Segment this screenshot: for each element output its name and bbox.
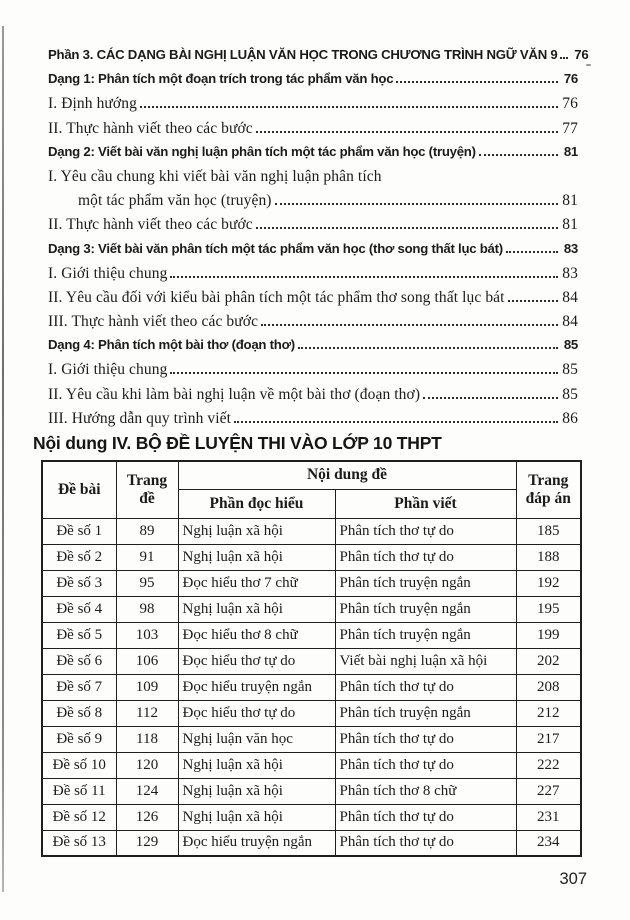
toc-entry-page: 84 [562, 288, 578, 306]
table-row [42, 700, 581, 726]
toc-entry [48, 386, 578, 410]
table-row [42, 752, 581, 778]
toc-dot-leader [506, 251, 558, 253]
cell-doc-hieu: Đọc hiểu truyện ngắn [178, 830, 335, 856]
cell-de-bai: Đề số 1 [42, 518, 116, 544]
cell-trang-dap-an: 199 [516, 622, 581, 648]
toc-entry-label: Dạng 1: Phân tích một đoạn trích trong tác phẩm văn học [48, 71, 394, 87]
table-row [42, 778, 581, 804]
cell-trang-dap-an: 185 [516, 518, 581, 544]
table-row [42, 648, 581, 674]
cell-de-bai: Đề số 3 [42, 570, 116, 596]
cell-viet: Phân tích truyện ngắn [335, 570, 516, 596]
cell-doc-hieu: Đọc hiểu thơ 8 chữ [178, 622, 335, 648]
table-row [42, 518, 581, 544]
toc-entry-page: 81 [563, 143, 578, 159]
col-header-noi-dung-de: Nội dung đề [178, 461, 516, 489]
cell-trang-de: 126 [116, 804, 178, 830]
cell-trang-de: 98 [116, 596, 178, 622]
col-header-de-bai: Đề bài [42, 461, 116, 518]
col-header-phan-doc-hieu: Phần đọc hiểu [178, 489, 335, 518]
toc-entry-label: I. Định hướng [48, 95, 137, 113]
cell-trang-de: 103 [116, 622, 178, 648]
toc-entry-page: 81 [562, 216, 578, 234]
cell-trang-dap-an: 208 [516, 674, 581, 700]
col-header-trang-dap-an: Trang đáp án [516, 461, 581, 518]
cell-de-bai: Đề số 4 [42, 596, 116, 622]
toc-entry-page: 86 [562, 409, 578, 427]
cell-viet: Phân tích truyện ngắn [335, 622, 516, 648]
toc-entry [48, 120, 578, 144]
toc-entry-page: 84 [562, 313, 578, 331]
cell-de-bai: Đề số 6 [42, 648, 116, 674]
table-row [42, 674, 581, 700]
toc-entry [48, 168, 578, 192]
cell-trang-de: 95 [116, 570, 178, 596]
toc-entry-label: I. Giới thiệu chung [48, 361, 168, 379]
toc-entry-label: II. Yêu cầu khi làm bài nghị luận về một bài thơ (đoạn thơ) [48, 385, 421, 403]
toc-dot-leader [140, 106, 558, 108]
scan-speck [586, 64, 591, 66]
table-row [42, 570, 581, 596]
cell-trang-de: 89 [116, 518, 178, 544]
cell-doc-hieu: Nghị luận văn học [178, 726, 335, 752]
toc-dot-leader [261, 324, 558, 326]
cell-trang-dap-an: 192 [516, 570, 581, 596]
cell-trang-de: 129 [116, 830, 178, 856]
toc-dot-leader [298, 347, 558, 349]
cell-trang-dap-an: 202 [516, 648, 581, 674]
toc-entry [48, 216, 578, 240]
toc-dot-leader [396, 81, 558, 83]
table-row [42, 622, 581, 648]
toc-entry-label: một tác phẩm văn học (truyện) [78, 192, 272, 210]
toc-dot-leader [423, 397, 558, 399]
cell-viet: Phân tích truyện ngắn [335, 596, 516, 622]
cell-trang-de: 120 [116, 752, 178, 778]
toc-entry-page: 76 [574, 47, 589, 62]
scan-edge-line [2, 26, 4, 892]
toc-entry-label: I. Yêu cầu chung khi viết bài văn nghị luận phân tích [48, 167, 382, 185]
toc-entry-label: III. Hướng dẫn quy trình viết [48, 409, 232, 427]
toc-dot-leader [275, 203, 558, 205]
cell-viet: Phân tích thơ tự do [335, 674, 516, 700]
cell-trang-de: 106 [116, 648, 178, 674]
cell-trang-de: 91 [116, 544, 178, 570]
toc-entry-label: Dạng 4: Phân tích một bài thơ (đoạn thơ) [48, 337, 295, 353]
exam-index-table [41, 460, 582, 857]
cell-viet: Phân tích truyện ngắn [335, 700, 516, 726]
toc-entry-label: II. Thực hành viết theo các bước [48, 119, 253, 137]
cell-trang-dap-an: 195 [516, 596, 581, 622]
toc-dot-leader [508, 300, 558, 302]
cell-doc-hieu: Đọc hiểu thơ tự do [178, 700, 335, 726]
cell-doc-hieu: Nghị luận xã hội [178, 778, 335, 804]
toc-entry-page: 76 [562, 95, 578, 113]
cell-trang-de: 118 [116, 726, 178, 752]
cell-viet: Phân tích thơ tự do [335, 726, 516, 752]
col-header-trang-de: Trang đề [116, 461, 178, 518]
toc-entry [48, 95, 578, 119]
toc-entry [48, 265, 578, 289]
cell-de-bai: Đề số 2 [42, 544, 116, 570]
toc-entry-page: 81 [562, 192, 578, 210]
toc-dot-leader [170, 276, 558, 278]
cell-viet: Phân tích thơ tự do [335, 544, 516, 570]
cell-doc-hieu: Nghị luận xã hội [178, 518, 335, 544]
toc-entry [48, 337, 578, 361]
table-row [42, 804, 581, 830]
cell-de-bai: Đề số 12 [42, 804, 116, 830]
cell-de-bai: Đề số 5 [42, 622, 116, 648]
table-row [42, 544, 581, 570]
toc-dot-leader [170, 372, 558, 374]
col-header-phan-viet: Phần viết [335, 489, 516, 518]
cell-viet: Phân tích thơ tự do [335, 518, 516, 544]
toc-entry-label: II. Yêu cầu đối với kiểu bài phân tích một tác phẩm thơ song thất lục bát [48, 288, 505, 306]
toc-entry [48, 361, 578, 385]
toc-entry [48, 313, 578, 337]
cell-doc-hieu: Đọc hiểu truyện ngắn [178, 674, 335, 700]
cell-viet: Phân tích thơ tự do [335, 752, 516, 778]
cell-de-bai: Đề số 10 [42, 752, 116, 778]
cell-doc-hieu: Đọc hiểu thơ tự do [178, 648, 335, 674]
toc-entry-label: II. Thực hành viết theo các bước [48, 216, 253, 234]
toc-entry-page: 83 [563, 240, 578, 256]
toc-entry-page: 77 [562, 119, 578, 137]
section-heading: Nội dung IV. BỘ ĐỀ LUYỆN THI VÀO LỚP 10 THPT [33, 433, 442, 453]
cell-trang-de: 112 [116, 700, 178, 726]
cell-de-bai: Đề số 11 [42, 778, 116, 804]
cell-trang-dap-an: 234 [516, 830, 581, 856]
toc-entry [48, 192, 578, 216]
cell-doc-hieu: Nghị luận xã hội [178, 804, 335, 830]
cell-trang-dap-an: 222 [516, 752, 581, 778]
toc-entry-page: 85 [562, 385, 578, 403]
cell-de-bai: Đề số 9 [42, 726, 116, 752]
cell-viet: Phân tích thơ tự do [335, 830, 516, 856]
page-number: 307 [559, 870, 587, 888]
toc-entry-label: I. Giới thiệu chung [48, 264, 168, 282]
cell-viet: Phân tích thơ 8 chữ [335, 778, 516, 804]
toc-dot-leader [479, 154, 558, 156]
cell-viet: Viết bài nghị luận xã hội [335, 648, 516, 674]
toc-entry-label: Dạng 3: Viết bài văn phân tích một tác phẩm văn học (thơ song thất lục bát) [48, 240, 503, 256]
toc-entry-label: Phần 3. CÁC DẠNG BÀI NGHỊ LUẬN VĂN HỌC TRONG CHƯƠNG TRÌNH NGỮ VĂN 9 [48, 47, 558, 62]
toc-entry [48, 47, 589, 71]
cell-trang-dap-an: 227 [516, 778, 581, 804]
cell-trang-de: 109 [116, 674, 178, 700]
cell-doc-hieu: Đọc hiểu thơ 7 chữ [178, 570, 335, 596]
cell-trang-dap-an: 231 [516, 804, 581, 830]
toc-entry [48, 144, 578, 168]
cell-de-bai: Đề số 13 [42, 830, 116, 856]
cell-trang-dap-an: 212 [516, 700, 581, 726]
toc-entry [48, 241, 578, 265]
cell-trang-dap-an: 217 [516, 726, 581, 752]
table-of-contents [48, 47, 589, 434]
table-row [42, 726, 581, 752]
table-row [42, 596, 581, 622]
toc-dot-leader [256, 227, 558, 229]
cell-trang-dap-an: 188 [516, 544, 581, 570]
cell-de-bai: Đề số 7 [42, 674, 116, 700]
table-row [42, 830, 581, 856]
cell-de-bai: Đề số 8 [42, 700, 116, 726]
cell-doc-hieu: Nghị luận xã hội [178, 752, 335, 778]
toc-entry [48, 71, 578, 95]
toc-entry-page: 83 [562, 264, 578, 282]
toc-entry-page: 85 [563, 337, 578, 353]
toc-entry [48, 410, 578, 434]
cell-doc-hieu: Nghị luận xã hội [178, 544, 335, 570]
toc-entry-label: III. Thực hành viết theo các bước [48, 313, 259, 331]
cell-trang-de: 124 [116, 778, 178, 804]
cell-doc-hieu: Nghị luận xã hội [178, 596, 335, 622]
toc-entry-label: Dạng 2: Viết bài văn nghị luận phân tích một tác phẩm văn học (truyện) [48, 143, 476, 159]
toc-dot-leader [256, 131, 558, 133]
toc-entry-page: 85 [562, 361, 578, 379]
cell-viet: Phân tích thơ tự do [335, 804, 516, 830]
toc-entry [48, 289, 578, 313]
toc-dot-leader [234, 421, 558, 423]
toc-dot-leader [560, 57, 568, 59]
toc-entry-page: 76 [563, 71, 578, 87]
